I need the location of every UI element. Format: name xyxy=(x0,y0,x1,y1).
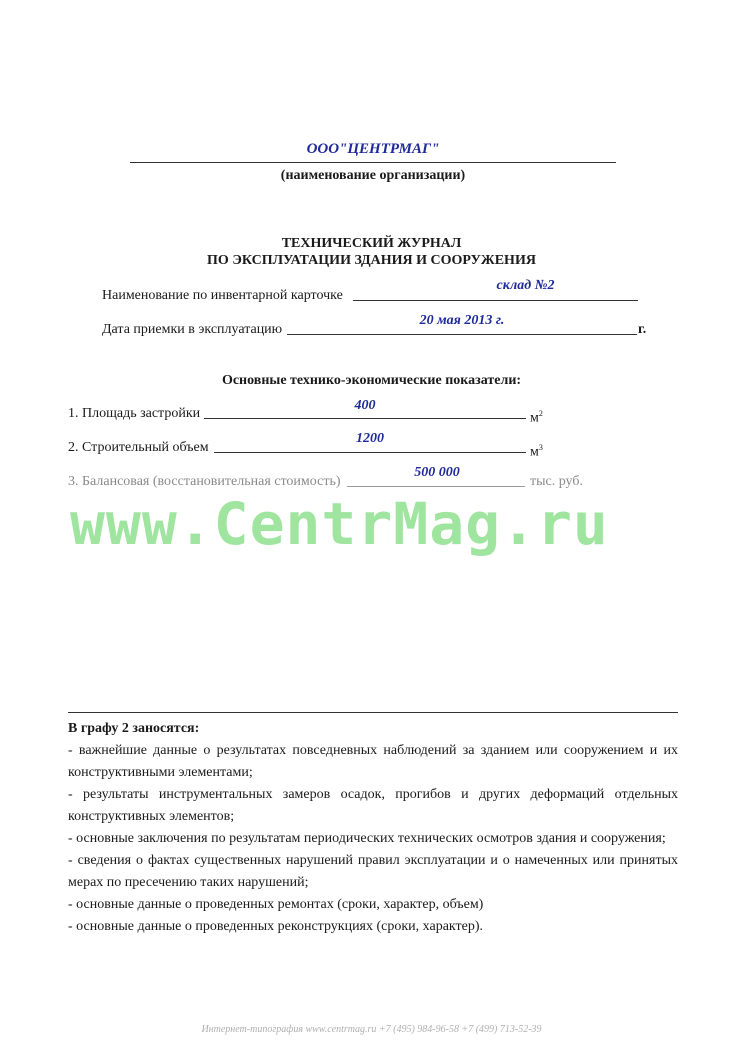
indicators-heading: Основные технико-экономические показатели: xyxy=(221,373,522,388)
inventory-value: склад №2 xyxy=(496,278,555,293)
watermark-text: www.CentrMag.ru xyxy=(70,490,609,558)
organization-name: ООО"ЦЕНТРМАГ" xyxy=(306,141,440,157)
area-unit: $м^2$ xyxy=(530,409,543,426)
footer-contacts: Интернет-типография www.centrmag.ru +7 (495) 984-96-58 +7 (499) 713-52-39 xyxy=(201,1024,542,1035)
note-item: - основные данные о проведенных реконструкциях (сроки, характер). xyxy=(68,919,484,934)
notes-block xyxy=(68,718,678,938)
balance-label: 3. Балансовая (восстановительная стоимость) xyxy=(68,474,341,489)
acceptance-suffix: г. xyxy=(638,322,647,337)
inventory-label: Наименование по инвентарной карточке xyxy=(102,288,343,303)
area-label: 1. Площадь застройки xyxy=(68,406,201,421)
note-item: - сведения о фактах существенных нарушений правил эксплуатации и о намеченных или принятых мерах по пресечению таких нарушений; xyxy=(68,853,678,890)
organization-underline xyxy=(130,162,616,163)
volume-unit: $м^3$ xyxy=(530,443,543,460)
volume-label: 2. Строительный объем xyxy=(68,440,209,455)
balance-underline xyxy=(347,486,525,487)
balance-unit: тыс. руб. xyxy=(530,474,583,489)
journal-title-line1: ТЕХНИЧЕСКИЙ ЖУРНАЛ xyxy=(281,236,462,251)
acceptance-value: 20 мая 2013 г. xyxy=(419,313,505,328)
inventory-underline xyxy=(353,300,638,301)
area-value: 400 xyxy=(354,398,376,413)
acceptance-label: Дата приемки в эксплуатацию xyxy=(102,322,283,337)
volume-underline xyxy=(214,452,526,453)
note-item: - важнейшие данные о результатах повседневных наблюдений за зданием или сооружением и их конструктивными элементами; xyxy=(68,743,678,780)
note-item: - результаты инструментальных замеров осадок, прогибов и других деформаций отдельных конструктивных элементов; xyxy=(68,787,678,824)
volume-value: 1200 xyxy=(356,431,384,446)
notes-heading: В графу 2 заносятся: xyxy=(68,721,200,736)
balance-value: 500 000 xyxy=(414,465,460,480)
note-item: - основные данные о проведенных ремонтах (сроки, характер, объем) xyxy=(68,897,484,912)
note-item: - основные заключения по результатам периодических технических осмотров здания и сооружения; xyxy=(68,831,666,846)
journal-title-line2: ПО ЭКСПЛУАТАЦИИ ЗДАНИЯ И СООРУЖЕНИЯ xyxy=(207,253,536,268)
area-underline xyxy=(204,418,526,419)
organization-caption: (наименование организации) xyxy=(280,168,466,183)
acceptance-underline xyxy=(287,334,637,335)
section-divider xyxy=(68,712,678,713)
